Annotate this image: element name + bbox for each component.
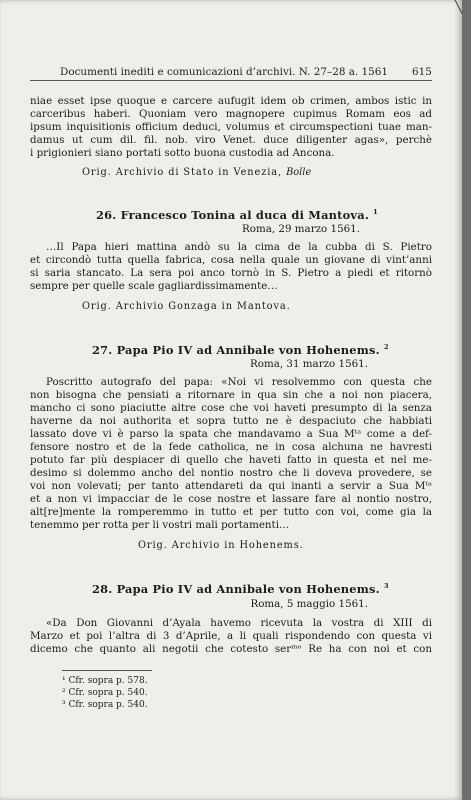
source-citation: Orig. Archivio Gonzaga in Mantova. xyxy=(82,301,291,312)
page-number: 615 xyxy=(412,66,432,78)
body-line: voi non volevati; per tanto attendareti da qui inanti a servir a Sua Mᵗᵃ xyxy=(30,480,432,492)
body-line: sempre per quelle scale gagliardissimamente… xyxy=(30,280,278,292)
page-edge-shadow xyxy=(462,0,471,800)
body-line: lassato dove vi è parso la spata che mandavamo a Sua Mᵗᵃ come a def- xyxy=(30,428,432,440)
body-line: desimo si dolemmo ancho del nontio nostro che li doveva provedere, se xyxy=(30,467,432,479)
body-line: Poscritto autografo del papa: «Noi vi resolvemmo con questa che xyxy=(46,376,432,388)
body-line: Marzo et poi l’altra di 3 d’Aprile, a li quali rispondendo con questa vi xyxy=(30,630,432,642)
body-line: «Da Don Giovanni d’Ayala havemo ricevuta la vostra di XIII di xyxy=(46,617,432,629)
body-line: fensore nostro et de la fede catholica, ne in cosa alchuna ne havresti xyxy=(30,441,432,453)
footnote: ² Cfr. sopra p. 540. xyxy=(62,688,148,698)
body-line: et a non vi impacciar de le cose nostre et lassare fare al nontio nostro, xyxy=(30,493,432,505)
footnote: ¹ Cfr. sopra p. 578. xyxy=(62,676,148,686)
source-citation: Orig. Archivio in Hohenems. xyxy=(138,540,304,551)
body-line: non bisogna che pensiati a ritornare in qua sin che a noi non piacera, xyxy=(30,389,432,401)
footnote-ref: 1 xyxy=(373,208,378,216)
document-title: 26. Francesco Tonina al duca di Mantova. $^1$ xyxy=(96,207,378,222)
body-line: potuto far più despiacer di quello che haveti fatto in questa et nel me- xyxy=(30,454,432,466)
footnote-ref: 2 xyxy=(383,343,389,351)
body-line: mancho ci sono piaciutte altre cose che voi haveti presumpto di la senza xyxy=(30,402,432,414)
document-title: 28. Papa Pio IV ad Annibale von Hohenems. $^3$ xyxy=(92,581,389,596)
header-rule xyxy=(30,80,432,81)
body-line: si saria stancato. La sera poi anco tornò in S. Pietro a piedi et ritornò xyxy=(30,267,432,279)
body-line: dicemo che quanto ali negotii che cotesto serᵐᵒ Re ha con noi et con xyxy=(30,643,432,655)
body-line: niae esset ipse quoque e carcere aufugit idem ob crimen, ambos istic in xyxy=(30,95,432,107)
body-line: carceribus haberi. Quoniam vero magnopere cupimus Romam eos ad xyxy=(30,108,432,120)
body-line: damus ut cum dil. fil. nob. viro Venet. duce diligenter agas», perchè xyxy=(30,134,432,146)
footnote-rule xyxy=(62,670,152,671)
body-line: ipsum inquisitionis officium deduci, volumus et circumspectioni tuae man- xyxy=(30,121,432,133)
dateline: Roma, 29 marzo 1561. xyxy=(242,223,360,235)
page-corner-mark: ╲ xyxy=(455,0,463,14)
document-title: 27. Papa Pio IV ad Annibale von Hohenems. $^2$ xyxy=(92,342,389,357)
body-line: haverne da noi authorita et sopra tutto ne è despaciuto che habbiati xyxy=(30,415,432,427)
body-line: alt[re]mente la romperemmo in tutto et per tutto con voi, come gia la xyxy=(30,506,432,518)
body-line: tenemmo per rotta per li vostri mali portamenti… xyxy=(30,519,290,531)
body-line: et circondò tutta quella fabrica, cosa nella quale un giovane di vint’anni xyxy=(30,254,432,266)
dateline: Roma, 31 marzo 1561. xyxy=(250,358,368,370)
footnote: ³ Cfr. sopra p. 540. xyxy=(62,700,148,710)
body-line: …Il Papa hieri mattina andò su la cima de la cubba di S. Pietro xyxy=(46,241,432,253)
footnote-ref: 3 xyxy=(383,582,389,590)
body-line: i prigionieri siano portati sotto buona custodia ad Ancona. xyxy=(30,147,335,159)
running-header: Documenti inediti e comunicazioni d’archivi. N. 27–28 a. 1561 xyxy=(60,66,388,78)
dateline: Roma, 5 maggio 1561. xyxy=(250,598,368,610)
source-citation: Orig. Archivio di Stato in Venezia, Bolle xyxy=(82,167,312,178)
